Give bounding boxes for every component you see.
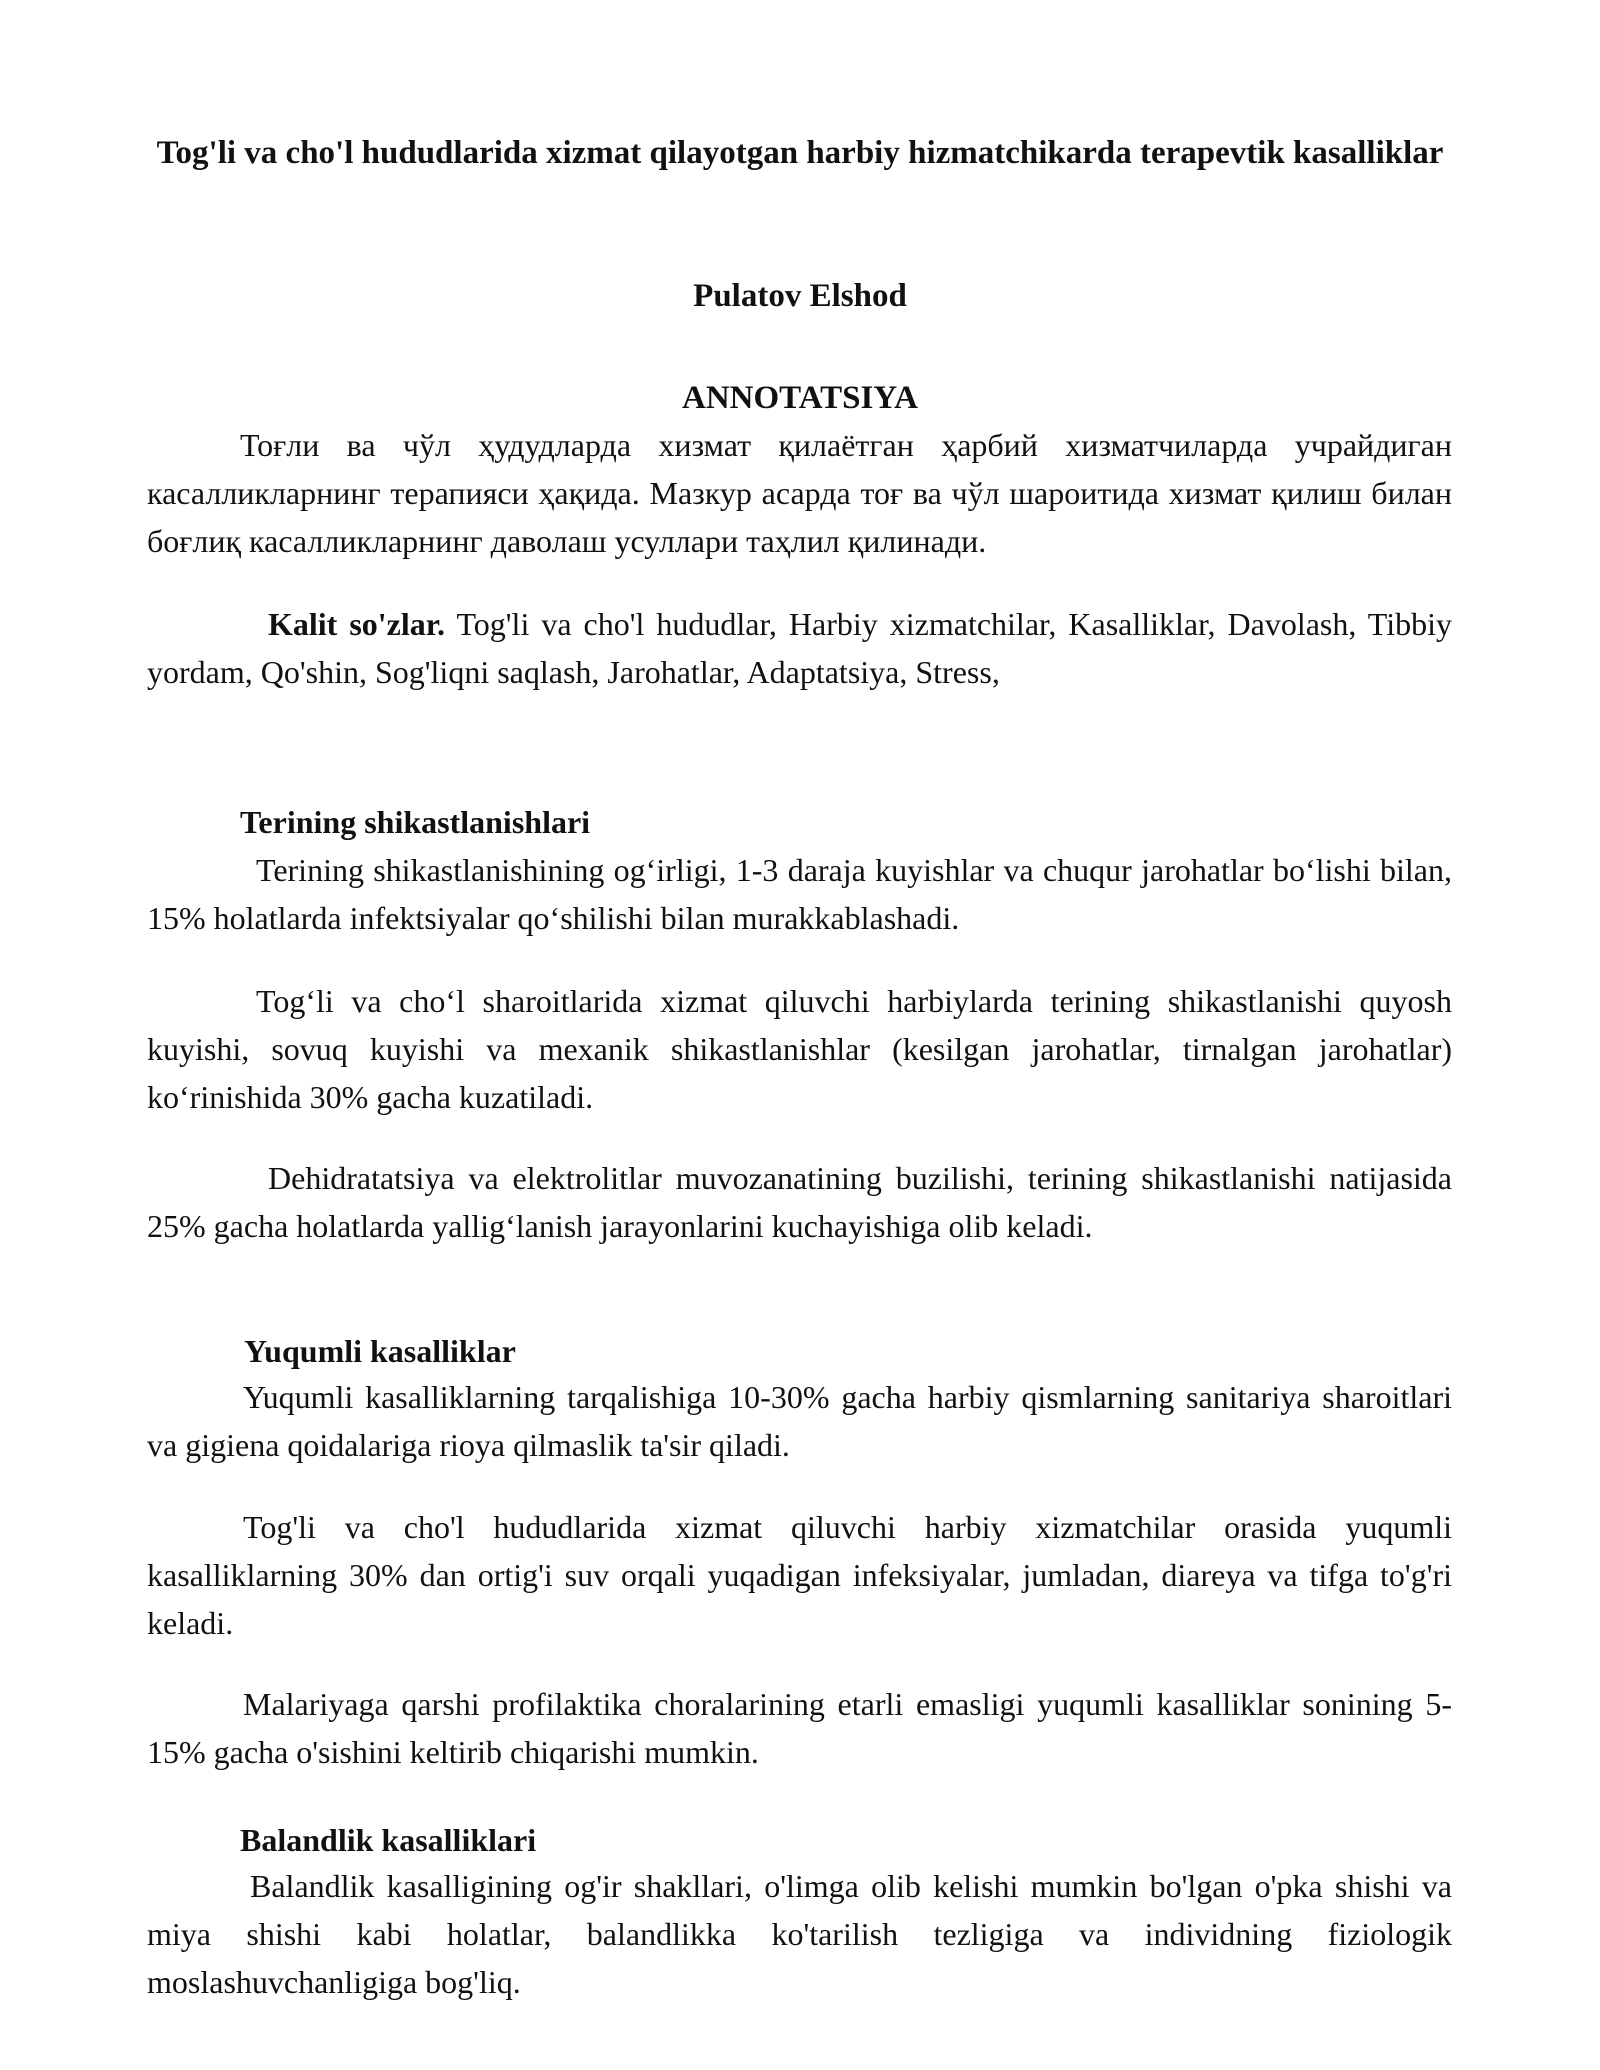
abstract-paragraph: Тоғли ва чўл ҳудудларда хизмат қилаётган ҳарбий хизматчиларда учрайдиган касалликларнинг терапияси ҳақида. Мазкур асарда тоғ ва чўл шароитида хизмат қилиш билан боғлиқ касалликларнинг даволаш усуллари таҳлил қилинади. [147,427,1452,559]
keywords-label: Kalit so'zlar. [268,606,446,642]
author-name: Pulatov Elshod [693,278,907,314]
section-heading: Balandlik kasalliklari [240,1822,537,1858]
keywords-list: Tog'li va cho'l hududlar, Harbiy xizmatchilar, Kasalliklar, Davolash, Tibbiy yordam, Qo'shin, Sog'liqni saqlash, Jarohatlar, Adaptatsiya, Stress, [147,606,1453,690]
section-paragraph: Tog‘li va cho‘l sharoitlarida xizmat qiluvchi harbiylarda terining shikastlanishi quyosh kuyishi, sovuq kuyishi va mexanik shikastlanishlar (kesilgan jarohatlar, tirnalgan jarohatlar) ko‘rinishida 30% gacha kuzatiladi. [147,983,1452,1115]
keywords-paragraph [147,600,1452,696]
section-paragraph: Malariyaga qarshi profilaktika choralarining etarli emasligi yuqumli kasalliklar sonining 5-15% gacha o'sishini keltirib chiqarishi mumkin. [147,1686,1452,1770]
section-paragraph: Tog'li va cho'l hududlarida xizmat qiluvchi harbiy xizmatchilar orasida yuqumli kasalliklarning 30% dan ortig'i suv orqali yuqadigan infeksiyalar, jumladan, diareya va tifga to'g'ri keladi. [147,1509,1452,1641]
section-paragraph: Dehidratatsiya va elektrolitlar muvozanatining buzilishi, terining shikastlanishi natijasida 25% gacha holatlarda yallig‘lanish jarayonlarini kuchayishiga olib keladi. [147,1160,1452,1244]
abstract-heading: ANNOTATSIYA [682,380,918,416]
section-heading: Terining shikastlanishlari [240,804,591,840]
paper-title: Tog'li va cho'l hududlarida xizmat qilayotgan harbiy hizmatchikarda terapevtik kasalliklar [156,135,1444,171]
section-paragraph: Yuqumli kasalliklarning tarqalishiga 10-30% gacha harbiy qismlarning sanitariya sharoitlari va gigiena qoidalariga rioya qilmaslik ta'sir qiladi. [147,1379,1452,1463]
section-paragraph: Terining shikastlanishining og‘irligi, 1-3 daraja kuyishlar va chuqur jarohatlar bo‘lishi bilan, 15% holatlarda infektsiyalar qo‘shilishi bilan murakkablashadi. [147,852,1452,936]
section-heading: Yuqumli kasalliklar [244,1333,516,1369]
section-paragraph: Balandlik kasalligining og'ir shakllari, o'limga olib kelishi mumkin bo'lgan o'pka shishi va miya shishi kabi holatlar, balandlikka ko'tarilish tezligiga va individning fiziologik moslashuvchanligiga bog'liq. [147,1868,1452,2000]
